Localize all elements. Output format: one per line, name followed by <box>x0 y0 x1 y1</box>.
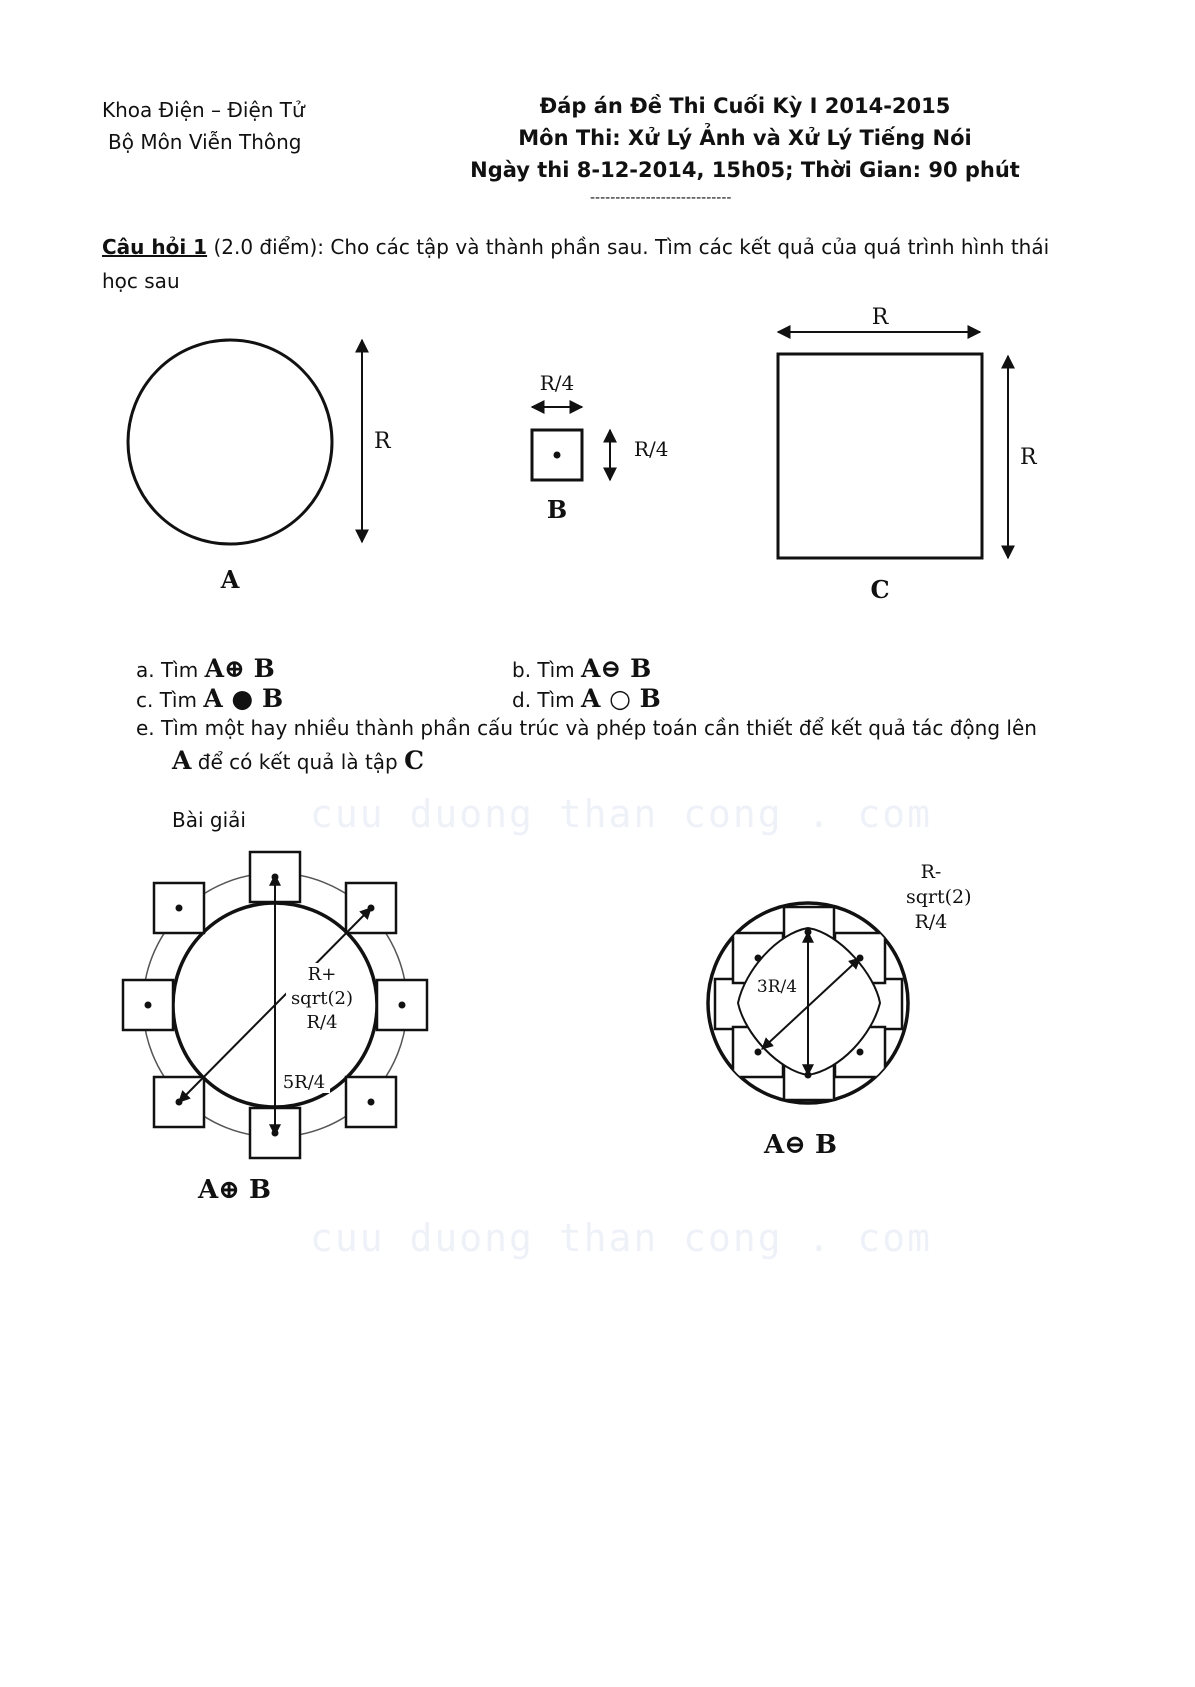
dilation-figure <box>110 845 450 1185</box>
option-d-prefix: d. Tìm <box>512 688 575 712</box>
option-e-prefix: e. Tìm một hay nhiều thành phần cấu trúc và phép toán cần thiết để kết quả tác động lên <box>136 716 1037 740</box>
set-c-label: C <box>870 575 890 604</box>
set-c-square <box>778 354 982 558</box>
set-b-label: B <box>546 495 568 524</box>
question-1 <box>102 230 1062 298</box>
option-b <box>512 654 651 683</box>
option-e-middle: để có kết quả là tập <box>197 750 398 774</box>
erosion-figure <box>700 895 920 1115</box>
dilation-label-line2: sqrt(2) <box>290 988 354 1009</box>
option-b-expression: A⊖ B <box>581 654 652 683</box>
option-d <box>512 684 661 713</box>
erosion-label-line1: R- <box>920 861 942 883</box>
question-text: : Cho các tập và thành phần sau. Tìm các kết quả của quá trình hình thái học sau <box>102 235 1050 293</box>
erosion-label-line2: sqrt(2) <box>906 886 972 908</box>
option-d-expression: A ○ B <box>581 684 661 713</box>
set-b-height-label: R/4 <box>634 437 669 461</box>
question-points: (2.0 điểm) <box>213 235 318 259</box>
set-c-height-label: R <box>1020 445 1037 470</box>
option-e-set-a: A <box>172 746 192 775</box>
option-e-set-c: C <box>404 746 425 775</box>
faculty-name: Khoa Điện – Điện Tử <box>102 98 305 122</box>
dilation-caption: A⊕ B <box>198 1175 271 1205</box>
header-separator: ---------------------------- <box>590 190 732 206</box>
option-e <box>136 716 1076 740</box>
dilation-diameter-label: 5R/4 <box>282 1072 326 1093</box>
erosion-diameter-label: 3R/4 <box>756 977 798 997</box>
exam-date: Ngày thi 8-12-2014, 15h05; Thời Gian: 90 phút <box>470 158 1020 182</box>
set-a-circle <box>128 340 332 544</box>
option-e-continuation <box>172 746 424 775</box>
option-a-prefix: a. Tìm <box>136 658 199 682</box>
set-a-label: A <box>220 565 240 594</box>
option-a-expression: A⊕ B <box>204 654 275 683</box>
exam-title: Đáp án Đề Thi Cuối Kỳ I 2014-2015 <box>539 94 951 118</box>
watermark-bottom: cuu duong than cong . com <box>310 1216 932 1260</box>
dilation-label-line1: R+ <box>307 964 337 985</box>
department-name: Bộ Môn Viễn Thông <box>108 130 302 154</box>
erosion-label-line3: R/4 <box>914 911 948 933</box>
set-c-width-label: R <box>871 305 889 330</box>
question-label: Câu hỏi 1 <box>102 235 208 259</box>
watermark-top: cuu duong than cong . com <box>310 792 932 836</box>
dilation-label-line3: R/4 <box>306 1012 338 1033</box>
option-c-prefix: c. Tìm <box>136 688 197 712</box>
set-a-dimension-label: R <box>374 429 391 454</box>
exam-subject: Môn Thi: Xử Lý Ảnh và Xử Lý Tiếng Nói <box>518 126 972 150</box>
option-c <box>136 684 283 713</box>
set-b-width-label: R/4 <box>539 371 575 395</box>
option-b-prefix: b. Tìm <box>512 658 575 682</box>
option-a <box>136 654 275 683</box>
erosion-caption: A⊖ B <box>764 1130 837 1160</box>
option-c-expression: A ● B <box>203 684 284 713</box>
question-figures <box>0 290 1195 630</box>
solution-heading: Bài giải <box>172 808 246 832</box>
set-b-origin-dot <box>554 452 561 459</box>
